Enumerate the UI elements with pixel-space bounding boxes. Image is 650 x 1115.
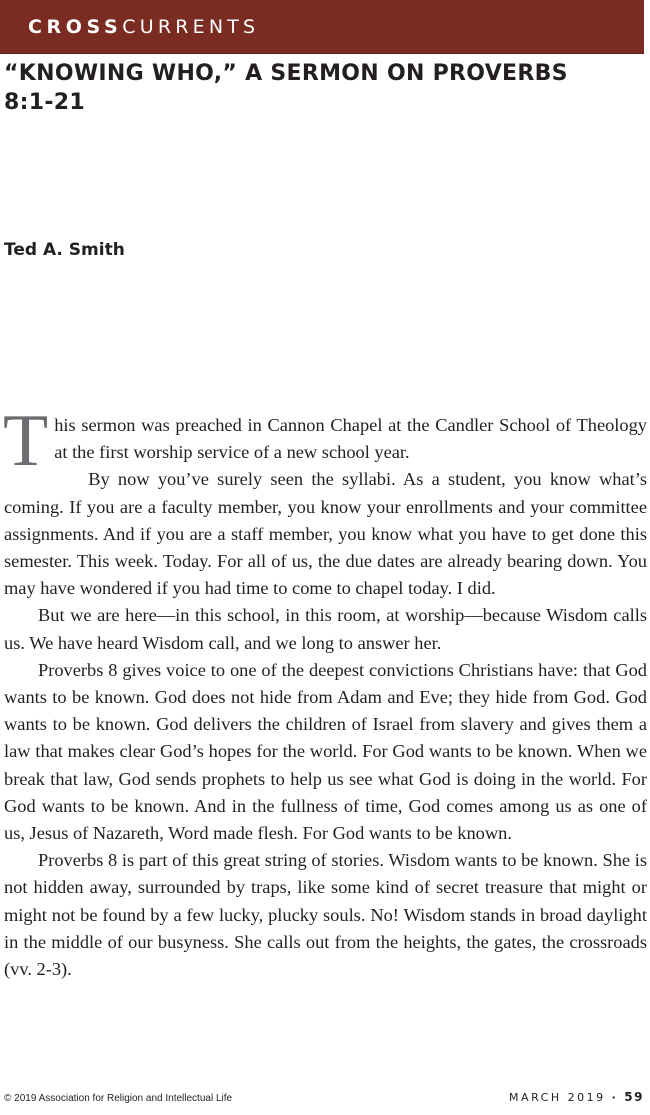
journal-name-bold: CROSS [28,16,123,38]
drop-cap: T [3,400,49,482]
page-number: 59 [624,1090,644,1104]
footer-separator: · [611,1091,619,1104]
journal-banner [0,0,644,54]
article-title: “KNOWING WHO,” A SERMON ON PROVERBS 8:1-21 [4,61,568,115]
footer-issue-info [509,1090,644,1104]
paragraph-3: But we are here—in this school, in this room, at worship—because Wisdom calls us. We have heard Wisdom call, and we long to answer her. [4,605,647,653]
footer-copyright: © 2019 Association for Religion and Intellectual Life [4,1093,233,1104]
article-author: Ted A. Smith [4,240,125,260]
journal-name-light: CURRENTS [122,16,260,38]
paragraph-1 [3,400,647,482]
journal-name [28,14,259,40]
paragraph-2: By now you’ve surely seen the syllabi. As a student, you know what’s coming. If you are a faculty member, you know your enrollments and your committee assignments. And if you are a staff member, you know what you have to get done this semester. This week. Today. For all of us, the due dates are already bearing down. You may have wondered if you had time to come to chapel today. I did. [4,469,647,599]
article-body [3,400,647,983]
paragraph-5: Proverbs 8 is part of this great string of stories. Wisdom wants to be known. She is not hidden away, surrounded by traps, like some kind of secret treasure that might or might not be found by a few lucky, plucky souls. No! Wisdom stands in broad daylight in the middle of our busyness. She calls out from the heights, the gates, the crossroads (vv. 2-3). [4,850,647,980]
footer-issue: MARCH 2019 [509,1091,606,1104]
paragraph-4: Proverbs 8 gives voice to one of the deepest convictions Christians have: that God wants to be known. God does not hide from Adam and Eve; they hide from God. God wants to be known. God delivers the children of Israel from slavery and gives them a law that makes clear God’s hopes for the world. For God wants to be known. When we break that law, God sends prophets to help us see what God is doing in the world. For God wants to be known. And in the fullness of time, God comes among us as one of us, Jesus of Nazareth, Word made flesh. For God wants to be known. [4,659,647,844]
paragraph-1-text: his sermon was preached in Cannon Chapel at the Candler School of Theology at the first worship service of a new school year. [54,415,647,463]
